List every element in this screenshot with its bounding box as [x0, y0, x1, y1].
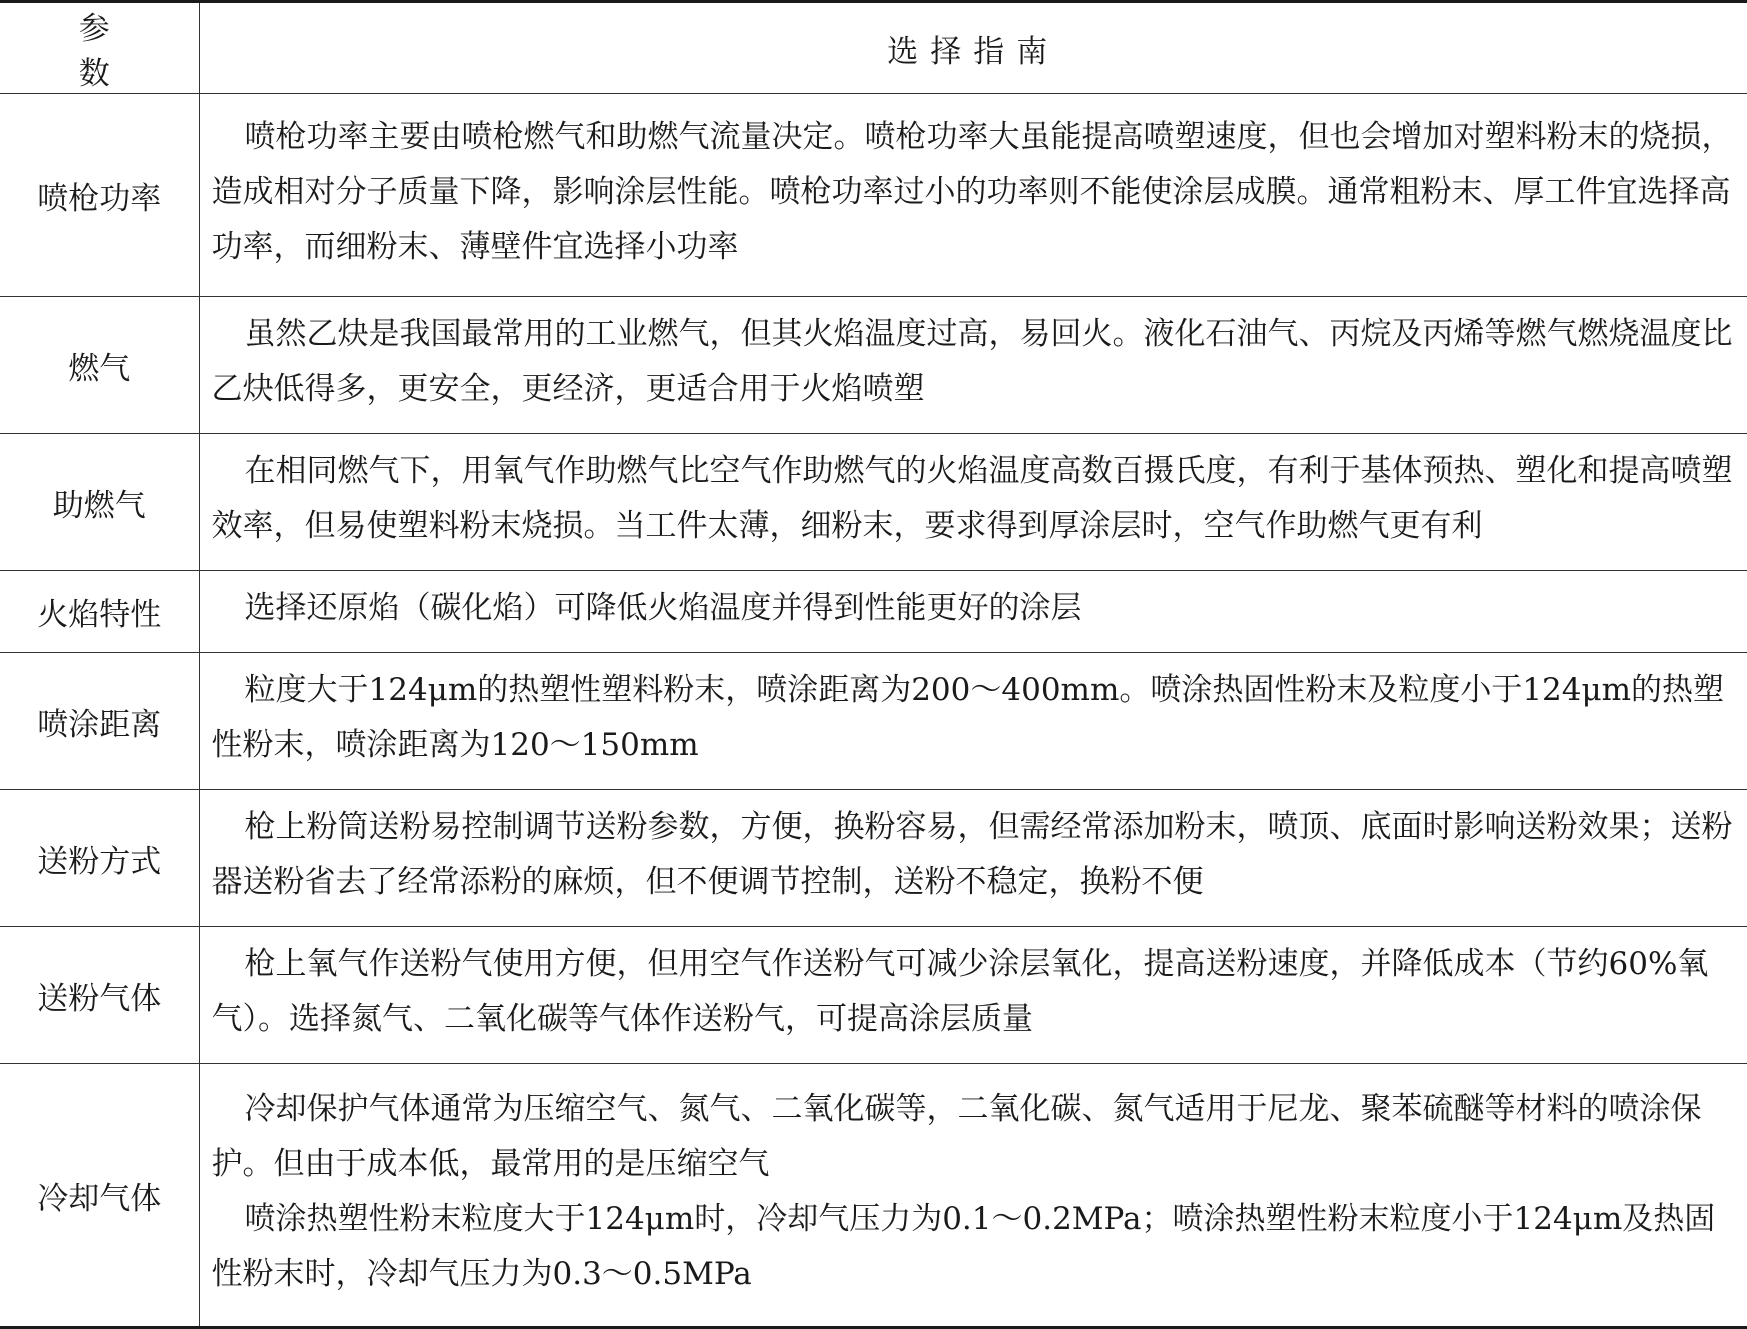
table-row — [0, 434, 1747, 571]
guide-cell — [199, 653, 1747, 790]
header-param: 参 数 — [0, 2, 199, 94]
guide-cell — [199, 434, 1747, 571]
param-cell: 冷却气体 — [0, 1064, 199, 1328]
table-row — [0, 571, 1747, 653]
table-row — [0, 790, 1747, 927]
table-row — [0, 1064, 1747, 1328]
guide-text: 冷却保护气体通常为压缩空气、氮气、二氧化碳等，二氧化碳、氮气适用于尼龙、聚苯硫醚等材料的喷涂保护。但由于成本低，最常用的是压缩空气 — [211, 1091, 1702, 1182]
table-row — [0, 927, 1747, 1064]
guide-text: 选择还原焰（碳化焰）可降低火焰温度并得到性能更好的涂层 — [244, 590, 1082, 626]
param-cell: 助燃气 — [0, 434, 199, 571]
guide-text: 虽然乙炔是我国最常用的工业燃气，但其火焰温度过高，易回火。液化石油气、丙烷及丙烯等燃气燃烧温度比乙炔低得多，更安全，更经济，更适合用于火焰喷塑 — [211, 316, 1733, 407]
guide-cell — [199, 790, 1747, 927]
table-row — [0, 297, 1747, 434]
guide-text: 在相同燃气下，用氧气作助燃气比空气作助燃气的火焰温度高数百摄氏度，有利于基体预热、塑化和提高喷塑效率，但易使塑料粉末烧损。当工件太薄，细粉末，要求得到厚涂层时，空气作助燃气更有利 — [211, 453, 1733, 544]
table-row — [0, 653, 1747, 790]
guide-cell — [199, 571, 1747, 653]
guide-text: 枪上氧气作送粉气使用方便，但用空气作送粉气可减少涂层氧化，提高送粉速度，并降低成本（节约60%氧气）。选择氮气、二氧化碳等气体作送粉气，可提高涂层质量 — [211, 946, 1709, 1037]
table-row — [0, 94, 1747, 297]
guide-cell — [199, 927, 1747, 1064]
table-header-row — [0, 2, 1747, 94]
param-cell: 火焰特性 — [0, 571, 199, 653]
param-cell: 喷枪功率 — [0, 94, 199, 297]
guide-cell — [199, 94, 1747, 297]
guide-cell — [199, 297, 1747, 434]
param-cell: 送粉方式 — [0, 790, 199, 927]
guide-text: 粒度大于124μm的热塑性塑料粉末，喷涂距离为200～400mm。喷涂热固性粉末及粒度小于124μm的热塑性粉末，喷涂距离为120～150mm — [211, 672, 1725, 763]
header-guide: 选择指南 — [199, 2, 1747, 94]
guide-text: 枪上粉筒送粉易控制调节送粉参数，方便，换粉容易，但需经常添加粉末，喷顶、底面时影响送粉效果；送粉器送粉省去了经常添粉的麻烦，但不便调节控制，送粉不稳定，换粉不便 — [211, 809, 1733, 900]
param-cell: 喷涂距离 — [0, 653, 199, 790]
param-cell: 送粉气体 — [0, 927, 199, 1064]
guide-text: 喷枪功率主要由喷枪燃气和助燃气流量决定。喷枪功率大虽能提高喷塑速度，但也会增加对塑料粉末的烧损，造成相对分子质量下降，影响涂层性能。喷枪功率过小的功率则不能使涂层成膜。通常粗粉末、厚工件宜选择高功率，而细粉末、薄壁件宜选择小功率 — [211, 118, 1733, 265]
param-cell: 燃气 — [0, 297, 199, 434]
guide-text: 喷涂热塑性粉末粒度大于124μm时，冷却气压力为0.1～0.2MPa；喷涂热塑性粉末粒度小于124μm及热固性粉末时，冷却气压力为0.3～0.5MPa — [211, 1201, 1716, 1292]
guide-cell — [199, 1064, 1747, 1328]
